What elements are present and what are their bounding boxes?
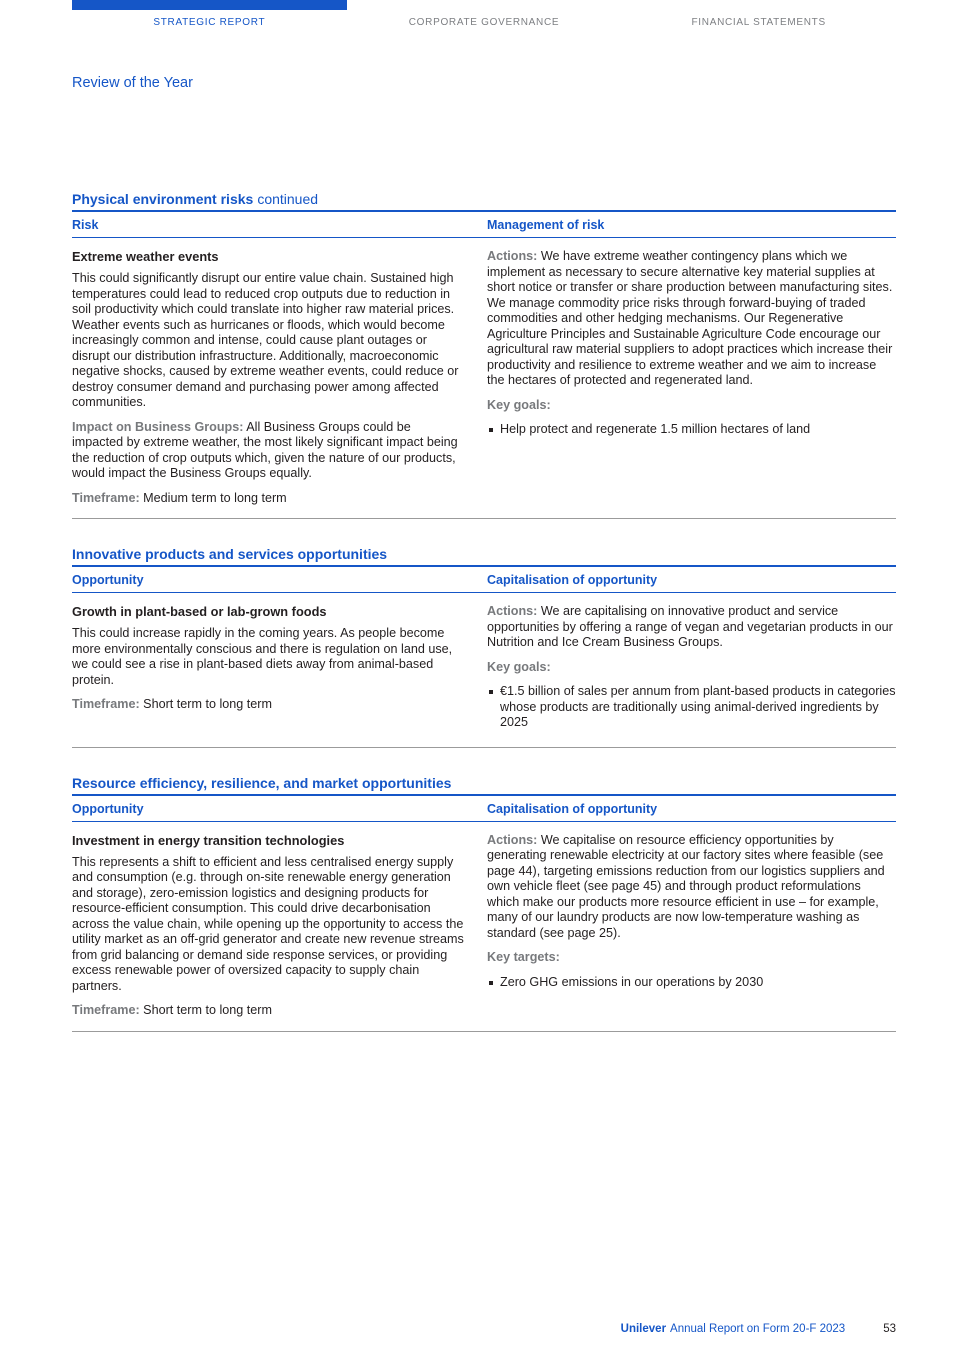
impact-text: All Business Groups could be impacted by extreme weather, the most likely significant impact being the reduction of crop outputs which, given the nature of our products, would impact the Business Groups equally. bbox=[72, 419, 458, 480]
actions-paragraph bbox=[487, 249, 896, 389]
footer-report-title: Annual Report on Form 20-F 2023 bbox=[670, 1323, 846, 1335]
risk-table bbox=[72, 210, 896, 519]
section-title-suffix: continued bbox=[257, 191, 319, 207]
impact-paragraph bbox=[72, 420, 465, 482]
section-resource-efficiency-opportunities bbox=[72, 775, 896, 1032]
table-row bbox=[72, 238, 896, 519]
opportunity-title: Growth in plant-based or lab-grown foods bbox=[72, 604, 327, 619]
actions-paragraph bbox=[487, 604, 896, 651]
timeframe bbox=[72, 491, 465, 507]
column-header-risk: Risk bbox=[72, 218, 99, 232]
opportunity-cell bbox=[72, 604, 465, 735]
list-item bbox=[487, 684, 896, 731]
table-header-row bbox=[72, 796, 896, 822]
tab-label: CORPORATE GOVERNANCE bbox=[408, 17, 560, 28]
timeframe-label: Timeframe: bbox=[72, 490, 140, 505]
actions-label: Actions: bbox=[487, 604, 538, 618]
risk-title: Extreme weather events bbox=[72, 249, 219, 264]
list-item-text: Zero GHG emissions in our operations by 2030 bbox=[500, 974, 764, 989]
impact-label: Impact on Business Groups: bbox=[72, 419, 244, 434]
bullet-icon bbox=[489, 690, 493, 694]
bullet-icon bbox=[489, 428, 493, 432]
page-content bbox=[0, 191, 968, 1032]
opportunity-table bbox=[72, 565, 896, 748]
section-title bbox=[72, 546, 896, 562]
actions-text: We are capitalising on innovative product and service opportunities by offering a range of vegan and vegetarian products in our Nutrition and Ice Cream Business Groups. bbox=[487, 604, 893, 649]
section-title-text: Physical environment risks bbox=[72, 191, 254, 207]
section-title bbox=[72, 775, 896, 791]
tab-strategic-report[interactable] bbox=[72, 0, 347, 28]
timeframe-text: Short term to long term bbox=[143, 1003, 272, 1017]
section-physical-environment-risks bbox=[72, 191, 896, 519]
tab-label: FINANCIAL STATEMENTS bbox=[691, 17, 826, 28]
tab-corporate-governance[interactable] bbox=[347, 0, 622, 28]
section-title-text: Resource efficiency, resilience, and market opportunities bbox=[72, 774, 452, 791]
risk-cell bbox=[72, 249, 465, 506]
capitalisation-cell bbox=[487, 833, 896, 1019]
section-title-text: Innovative products and services opportunities bbox=[72, 546, 388, 562]
column-header-opportunity: Opportunity bbox=[72, 801, 144, 816]
column-header-capitalisation: Capitalisation of opportunity bbox=[487, 573, 658, 587]
table-row bbox=[72, 822, 896, 1032]
page-footer bbox=[621, 1323, 896, 1335]
section-innovative-products-opportunities bbox=[72, 546, 896, 748]
actions-paragraph bbox=[487, 833, 896, 942]
table-row bbox=[72, 593, 896, 748]
page-number: 53 bbox=[883, 1323, 896, 1335]
key-goals-list bbox=[487, 684, 896, 731]
opportunity-description: This could increase rapidly in the coming years. As people become more environmentally conscious and there is regulation on land use, we could see a rise in plant-based diets away from animal-based protein. bbox=[72, 626, 453, 687]
opportunity-title: Investment in energy transition technologies bbox=[72, 832, 345, 848]
actions-text: We capitalise on resource efficiency opportunities by generating renewable electricity at our factory sites where feasible (see page 44), targeting emissions reduction from our logistics suppliers and own vehicle fleet (see page 45) and through product reformulations which make our products more resource efficient in use – for example, many of our laundry products are now low-temperature washing as standard (see page 25). bbox=[487, 832, 885, 940]
actions-text: We have extreme weather contingency plans which we implement as necessary to secure alternative key material supplies at short notice or transfer or share production between manufacturing sites. We manage commodity price risks through forward-buying of traded commodities and other hedging mechanisms. Our Regenerative Agriculture Principles and Sustainable Agriculture Code encourage our agricultural raw material suppliers to adopt practices which increase their productivity and resilience to extreme weather and we aim to increase the hectares of protected and regenerated land. bbox=[487, 249, 893, 387]
opportunity-cell bbox=[72, 833, 465, 1019]
footer-brand: Unilever bbox=[620, 1323, 667, 1335]
tab-financial-statements[interactable] bbox=[621, 0, 896, 28]
column-header-opportunity: Opportunity bbox=[72, 573, 144, 587]
timeframe bbox=[72, 697, 465, 713]
timeframe bbox=[72, 1003, 465, 1019]
opportunity-description: This represents a shift to efficient and less centralised energy supply and consumption (e.g. through on-site renewable energy generation and storage), zero-emission logistics and designing products for resource-efficient consumption. This could drive decarbonisation across the value chain, while opening up the opportunity to access the utility market as an off-grid generator and create new revenue streams from grid balancing or demand side response services, or providing excess renewable power of oversized capacity to supply chain partners. bbox=[72, 854, 464, 993]
key-goals-label: Key goals: bbox=[487, 659, 551, 674]
column-header-management: Management of risk bbox=[487, 218, 605, 232]
top-nav bbox=[0, 0, 968, 28]
active-tab-indicator bbox=[72, 0, 347, 10]
table-header-row bbox=[72, 567, 896, 593]
page-title: Review of the Year bbox=[72, 75, 193, 91]
timeframe-text: Medium term to long term bbox=[143, 490, 287, 505]
timeframe-label: Timeframe: bbox=[72, 697, 140, 711]
bullet-icon bbox=[489, 981, 493, 985]
section-title bbox=[72, 191, 896, 207]
actions-label: Actions: bbox=[487, 249, 538, 263]
management-cell bbox=[487, 249, 896, 506]
key-targets-list bbox=[487, 975, 896, 991]
timeframe-label: Timeframe: bbox=[72, 1003, 140, 1017]
list-item-text: €1.5 billion of sales per annum from plant-based products in categories whose products are traditionally using animal-derived ingredients by 2025 bbox=[500, 684, 896, 729]
timeframe-text: Short term to long term bbox=[143, 697, 272, 711]
capitalisation-cell bbox=[487, 604, 896, 735]
list-item bbox=[487, 975, 896, 991]
key-targets-label: Key targets: bbox=[487, 950, 560, 964]
key-goals-list bbox=[487, 422, 896, 438]
key-goals-label: Key goals: bbox=[487, 397, 551, 412]
list-item-text: Help protect and regenerate 1.5 million hectares of land bbox=[500, 422, 811, 436]
opportunity-table bbox=[72, 794, 896, 1032]
risk-description: This could significantly disrupt our entire value chain. Sustained high temperatures could lead to reduced crop outputs due to reduction in soil productivity which could translate into higher raw material prices. Weather events such as hurricanes or floods, which would become increasingly common and intense, could cause plant outages or disrupt our distribution infrastructure. Additionally, macroeconomic negative shocks, caused by extreme weather events, could reduce or destroy consumer demand and purchasing power among affected communities. bbox=[72, 271, 459, 409]
table-header-row bbox=[72, 212, 896, 238]
actions-label: Actions: bbox=[487, 832, 538, 847]
list-item bbox=[487, 422, 896, 438]
column-header-capitalisation: Capitalisation of opportunity bbox=[487, 801, 658, 816]
tab-label: STRATEGIC REPORT bbox=[153, 17, 266, 28]
